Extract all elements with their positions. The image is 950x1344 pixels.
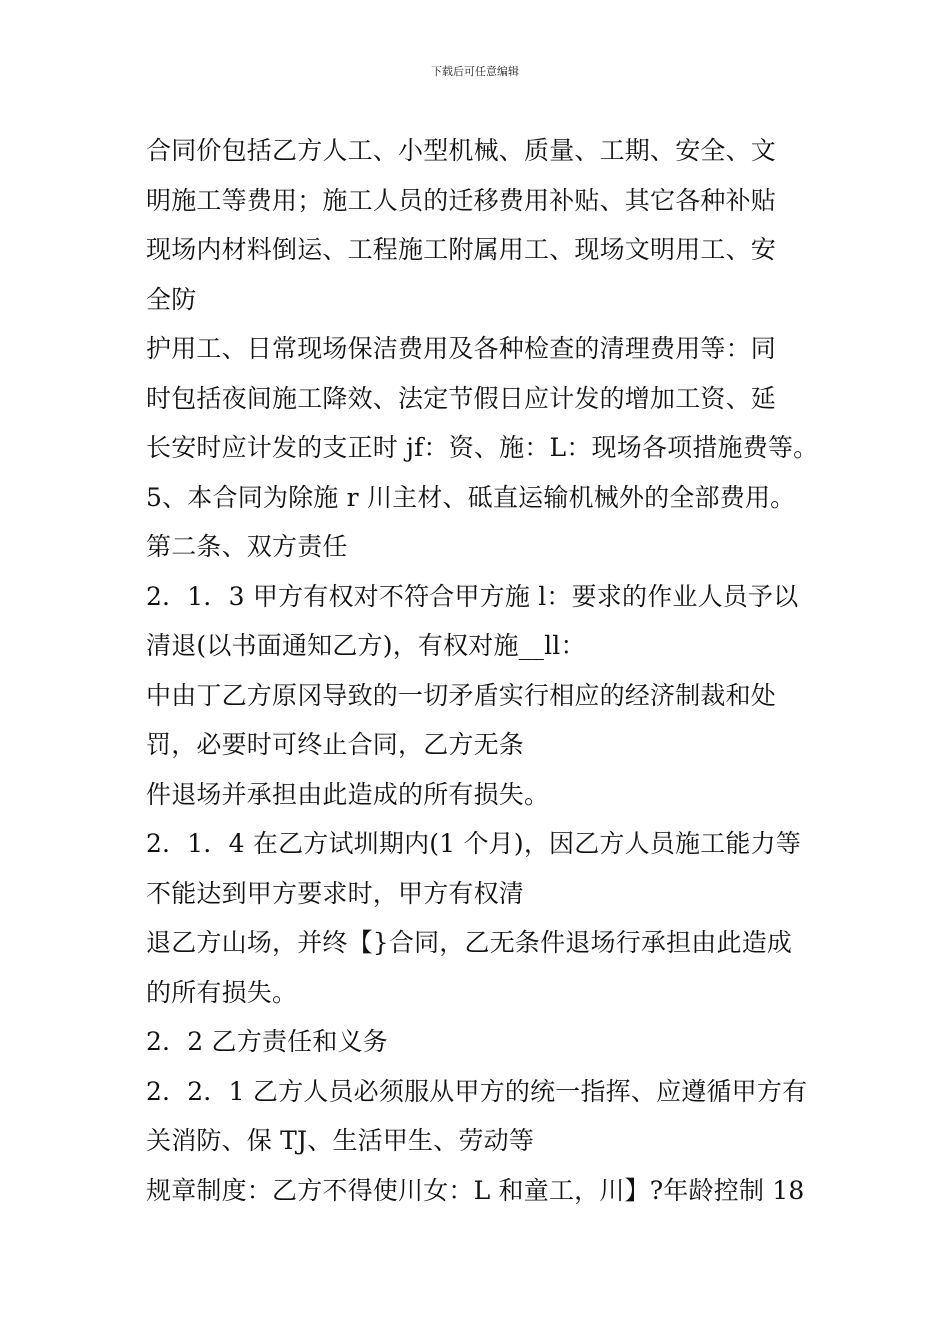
text-line: 现场内材料倒运、工程施工附属用工、现场文明用工、安 bbox=[146, 235, 777, 264]
subsection-heading: 2．2 乙方责任和义务 bbox=[146, 1027, 388, 1056]
text-line: 2．2．1 乙方人员必须服从甲方的统一指挥、应遵循甲方有 bbox=[146, 1076, 808, 1106]
text-line: 退乙方山场，并终【}合同，乙无条件退场行承担由此造成 bbox=[146, 928, 793, 957]
text-line: 时包括夜间施工降效、法定节假日应计发的增加工资、延 bbox=[146, 383, 777, 413]
text-line: 合同价包括乙方人工、小型机械、质量、工期、安全、文 bbox=[146, 136, 777, 165]
text-line: 2．1．3 甲方有权对不符合甲方施 l：要求的作业人员予以 bbox=[146, 581, 799, 611]
page-header: 下载后可任意编辑 bbox=[431, 65, 519, 78]
text-line: 护用工、日常现场保洁费用及各种检查的清理费用等：同 bbox=[146, 334, 777, 363]
text-line: 关消防、保 TJ、生活甲生、劳动等 bbox=[146, 1126, 535, 1155]
text-line: 全防 bbox=[146, 284, 197, 314]
text-line: 清退(以书面通知乙方)，有权对施__ll： bbox=[146, 631, 586, 660]
text-line: 中由丁乙方原冈导致的一切矛盾实行相应的经济制裁和处 bbox=[146, 680, 777, 710]
text-line: 罚，必要时可终止合同，乙方无条 bbox=[146, 730, 525, 759]
text-line: 2．1．4 在乙方试圳期内(1 个月)，因乙方人员施工能力等 bbox=[146, 829, 802, 858]
document-body bbox=[146, 126, 826, 1215]
section-heading: 第二条、双方责任 bbox=[146, 532, 348, 561]
text-line: 不能达到甲方要求时，甲方有权清 bbox=[146, 878, 525, 908]
text-line: 件退场并承担由此造成的所有损失。 bbox=[146, 779, 550, 809]
text-line: 的所有损失。 bbox=[146, 977, 298, 1007]
text-line: 长安时应计发的支正时 jf：资、施：L：现场各项措施费等。 bbox=[146, 433, 819, 462]
text-line: 规章制度：乙方不得使川女：L 和童工，川】?年龄控制 18 bbox=[146, 1175, 805, 1205]
text-line: 明施工等费用；施工人员的迁移费用补贴、其它各种补贴 bbox=[146, 185, 777, 215]
text-line: 5、本合同为除施 r 川主材、砥直运输机械外的全部费用。 bbox=[146, 482, 796, 512]
